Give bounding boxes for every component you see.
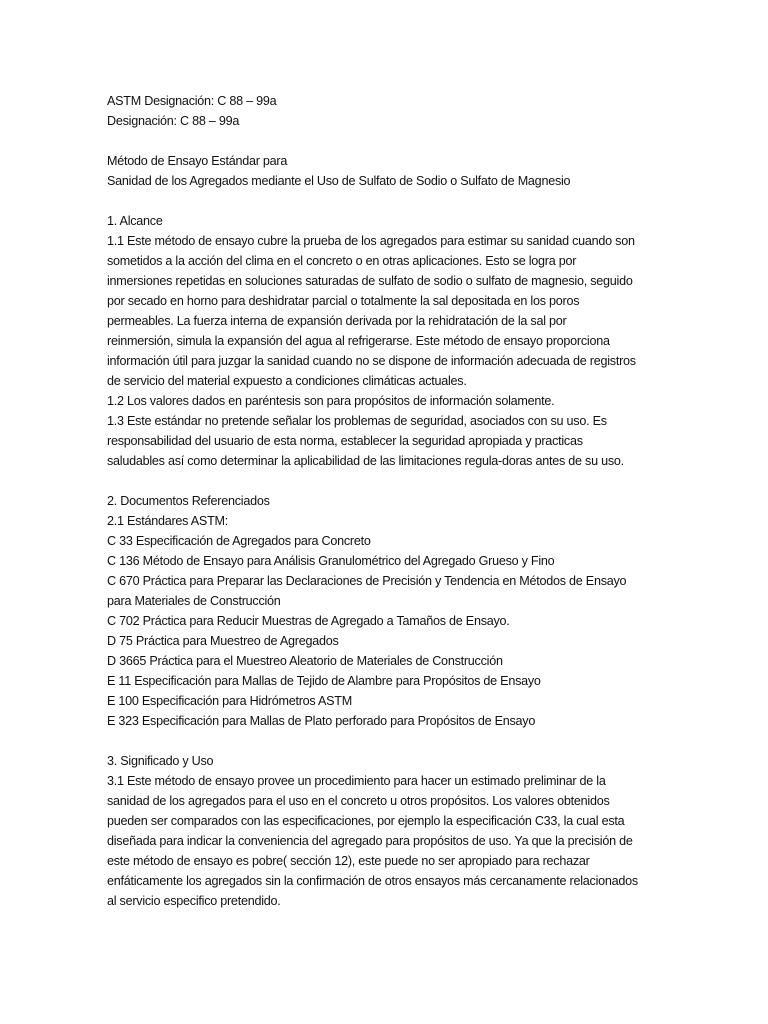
- paragraph-line: enfáticamente los agregados sin la confirmación de otros ensayos más cercanamente relacionados: [107, 874, 638, 888]
- reference-list: [107, 531, 667, 731]
- document-page: [107, 91, 667, 911]
- paragraph-line: este método de ensayo es pobre( sección 12), este puede no ser apropiado para rechazar: [107, 854, 590, 868]
- section-heading-significado: 3. Significado y Uso: [107, 754, 214, 768]
- paragraph-line: permeables. La fuerza interna de expansión derivada por la rehidratación de la sal por: [107, 314, 567, 328]
- paragraph-1-2: 1.2 Los valores dados en paréntesis son para propósitos de información solamente.: [107, 394, 555, 408]
- spacer: [107, 191, 667, 211]
- paragraph-line: sanidad de los agregados para el uso en el concreto u otros propósitos. Los valores obtenidos: [107, 794, 610, 808]
- paragraph-3-1: [107, 771, 667, 911]
- paragraph-line: por secado en horno para deshidratar parcial o totalmente la sal depositada en los poros: [107, 294, 580, 308]
- designation-line: ASTM Designación: C 88 – 99a: [107, 94, 277, 108]
- reference-item: C 136 Método de Ensayo para Análisis Granulométrico del Agregado Grueso y Fino: [107, 554, 555, 568]
- paragraph-line: diseñada para indicar la conveniencia del agregado para propósitos de uso. Ya que la precisión de: [107, 834, 633, 848]
- reference-item: C 33 Especificación de Agregados para Concreto: [107, 534, 371, 548]
- paragraph-line: 1.3 Este estándar no pretende señalar los problemas de seguridad, asociados con su uso. Es: [107, 414, 607, 428]
- reference-item: D 75 Práctica para Muestreo de Agregados: [107, 634, 339, 648]
- document-subtitle: Sanidad de los Agregados mediante el Uso de Sulfato de Sodio o Sulfato de Magnesio: [107, 174, 571, 188]
- paragraph-line: información útil para juzgar la sanidad cuando no se dispone de información adecuada de registros: [107, 354, 636, 368]
- spacer: [107, 131, 667, 151]
- paragraph-1-3: [107, 411, 667, 471]
- paragraph-line: 3.1 Este método de ensayo provee un procedimiento para hacer un estimado preliminar de la: [107, 774, 606, 788]
- section-heading-alcance: 1. Alcance: [107, 214, 163, 228]
- paragraph-1-1: [107, 231, 667, 391]
- paragraph-line: responsabilidad del usuario de esta norma, establecer la seguridad apropiada y practicas: [107, 434, 583, 448]
- paragraph-line: 1.1 Este método de ensayo cubre la prueba de los agregados para estimar su sanidad cuando son: [107, 234, 635, 248]
- paragraph-line: de servicio del material expuesto a condiciones climáticas actuales.: [107, 374, 467, 388]
- reference-item: C 670 Práctica para Preparar las Declaraciones de Precisión y Tendencia en Métodos de Ensayo: [107, 574, 627, 588]
- paragraph-line: al servicio especifico pretendido.: [107, 894, 281, 908]
- spacer: [107, 471, 667, 491]
- reference-item: D 3665 Práctica para el Muestreo Aleatorio de Materiales de Construcción: [107, 654, 503, 668]
- designation-line-short: Designación: C 88 – 99a: [107, 114, 240, 128]
- subsection-heading-astm: 2.1 Estándares ASTM:: [107, 514, 228, 528]
- paragraph-line: sometidos a la acción del clima en el concreto o en otras aplicaciones. Esto se logra por: [107, 254, 577, 268]
- document-title: Método de Ensayo Estándar para: [107, 154, 288, 168]
- paragraph-line: pueden ser comparados con las especificaciones, por ejemplo la especificación C33, la cual esta: [107, 814, 625, 828]
- reference-item: para Materiales de Construcción: [107, 594, 281, 608]
- reference-item: E 11 Especificación para Mallas de Tejido de Alambre para Propósitos de Ensayo: [107, 674, 541, 688]
- reference-item: C 702 Práctica para Reducir Muestras de Agregado a Tamaños de Ensayo.: [107, 614, 510, 628]
- section-heading-documentos: 2. Documentos Referenciados: [107, 494, 270, 508]
- paragraph-line: inmersiones repetidas en soluciones saturadas de sulfato de sodio o sulfato de magnesio, seguido: [107, 274, 633, 288]
- spacer: [107, 731, 667, 751]
- reference-item: E 100 Especificación para Hidrómetros ASTM: [107, 694, 352, 708]
- paragraph-line: saludables así como determinar la aplicabilidad de las limitaciones regula-doras antes de su uso.: [107, 454, 624, 468]
- reference-item: E 323 Especificación para Mallas de Plato perforado para Propósitos de Ensayo: [107, 714, 536, 728]
- paragraph-line: reinmersión, simula la expansión del agua al refrigerarse. Este método de ensayo proporciona: [107, 334, 610, 348]
